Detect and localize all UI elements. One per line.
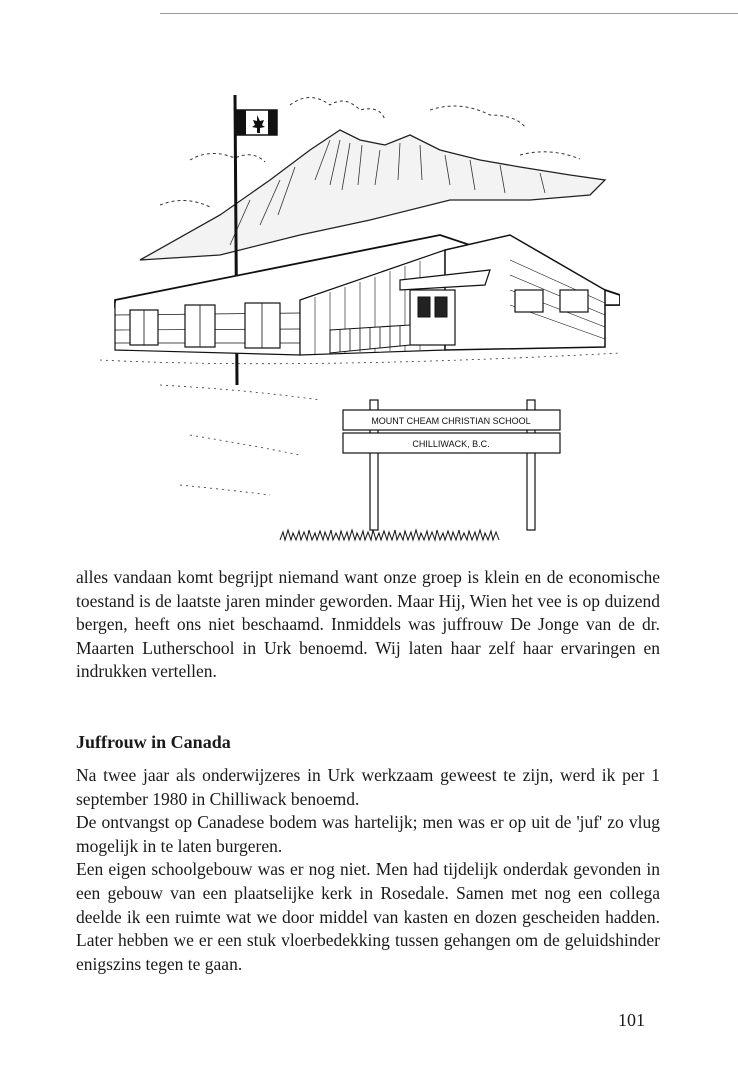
sign-text-line1: MOUNT CHEAM CHRISTIAN SCHOOL — [371, 416, 531, 426]
sign-text-line2: CHILLIWACK, B.C. — [412, 439, 490, 449]
school-illustration — [100, 85, 620, 555]
school-sign-drawing — [343, 400, 560, 530]
section-heading: Juffrouw in Canada — [76, 732, 231, 752]
intro-paragraph: alles vandaan komt begrijpt niemand want onze groep is klein en de economische toestand is de laatste jaren minder geworden. Maar Hij, Wien het vee is op duizend bergen, heeft ons niet beschaamd. Inmiddels was juffrouw De Jonge van de dr. Maarten Lutherschool in Urk benoemd. Wij laten haar zelf haar ervaringen en indrukken vertellen. — [76, 567, 660, 682]
section-body — [76, 764, 660, 976]
page-number: 101 — [618, 1010, 645, 1030]
section-paragraph-1: Na twee jaar als onderwijzeres in Urk werkzaam geweest te zijn, werd ik per 1 september 1980 in Chilliwack benoemd. — [76, 765, 660, 809]
top-rule — [160, 13, 738, 14]
mountain-drawing — [140, 130, 605, 260]
section-paragraph-2: De ontvangst op Canadese bodem was hartelijk; men was er op uit de 'juf' zo vlug mogelijk in te laten burgeren. — [76, 812, 660, 856]
section-paragraph-3: Een eigen schoolgebouw was er nog niet. Men had tijdelijk onderdak gevonden in een gebouw van een plaatselijke kerk in Rosedale. Samen met nog een collega deelde ik een ruimte wat we door middel van kasten en dozen gescheiden hadden. Later hebben we er een stuk vloerbedekking tussen gehangen om de geluidshinder enigszins tegen te gaan. — [76, 859, 660, 974]
